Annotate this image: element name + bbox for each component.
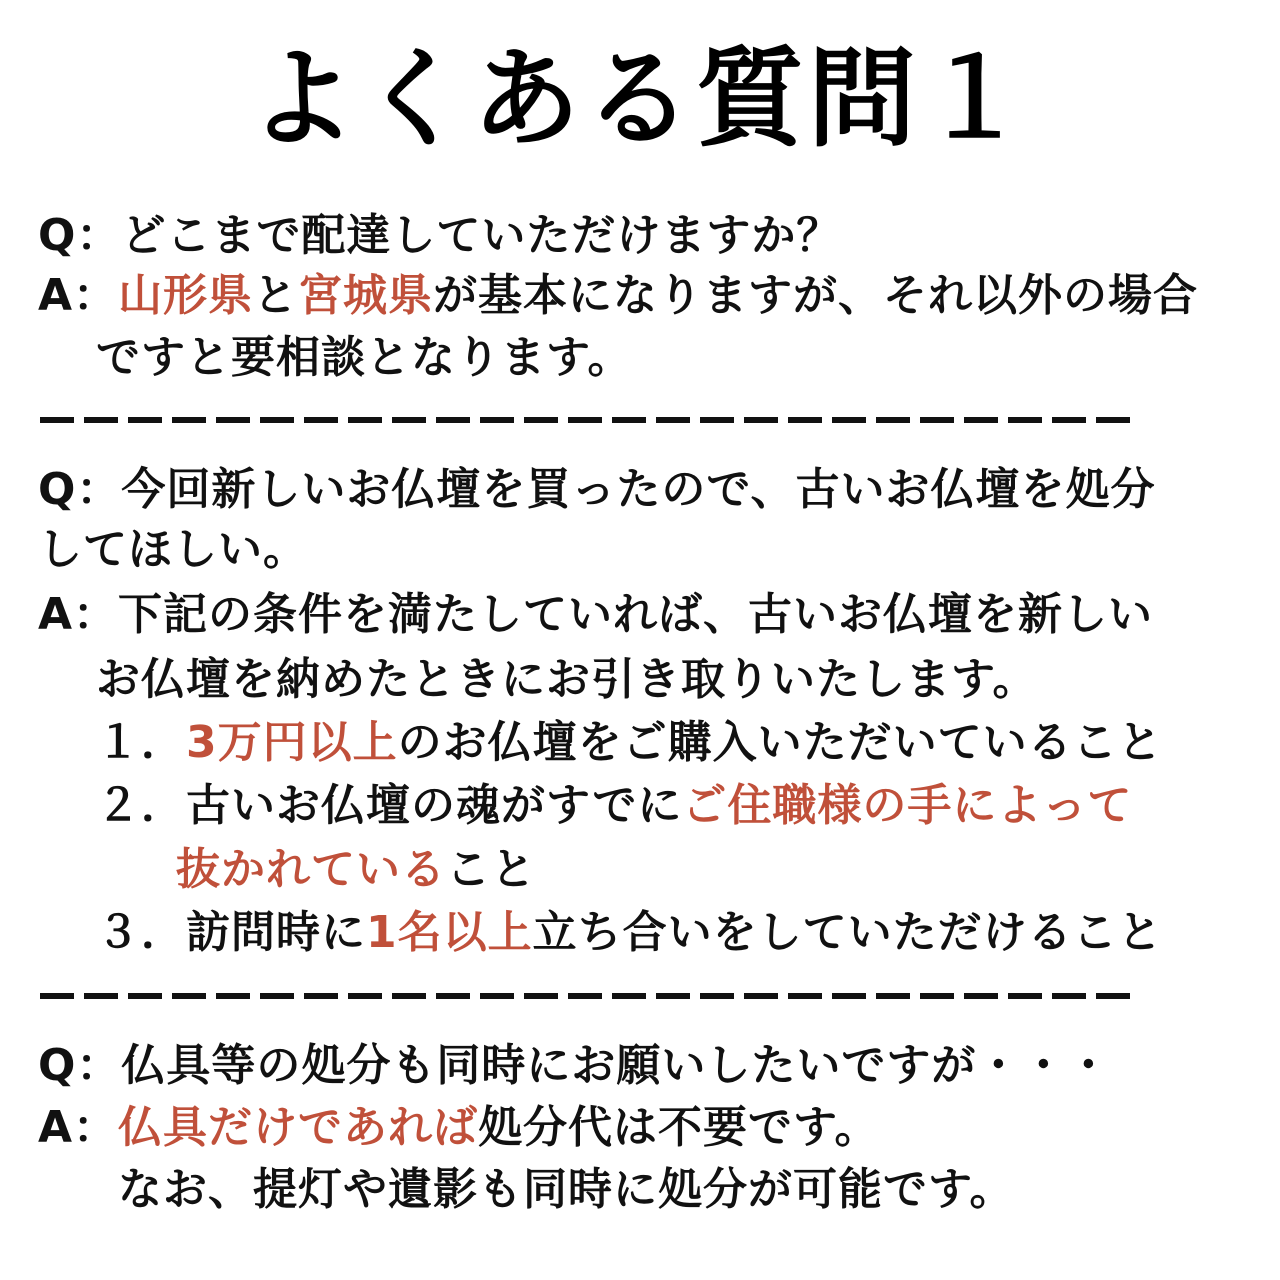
highlight-priest: ご住職様の手によって (682, 780, 1133, 831)
condition-number: １． (96, 717, 186, 768)
faq2-question-line2: してほしい。 (38, 524, 308, 575)
faq3-question: Q：仏具等の処分も同時にお願いしたいですが・・・ (38, 1040, 1112, 1091)
answer-prefix: A： (38, 270, 119, 321)
faq2-question-line1: Q：今回新しいお仏壇を買ったので、古いお仏壇を処分 (38, 464, 1156, 515)
condition-3 (96, 903, 1163, 963)
condition-number: ３． (96, 907, 186, 958)
faq3-answer-line1 (38, 1098, 880, 1158)
condition-text: こと (446, 844, 536, 895)
section-divider (40, 417, 1140, 423)
condition-1 (96, 713, 1163, 773)
condition-text: 訪問時に (186, 907, 366, 958)
section-divider (40, 993, 1140, 999)
highlight-miyagi: 宮城県 (298, 270, 434, 321)
highlight-attendee: 1名以上 (366, 907, 533, 958)
answer-prefix: A： (38, 1102, 119, 1153)
condition-2-line2 (176, 840, 536, 900)
highlight-price: 3万円以上 (186, 717, 398, 768)
page-title: よくある質問１ (247, 37, 1032, 162)
faq1-answer-line1 (38, 266, 1198, 326)
faq1-answer-line2: ですと要相談となります。 (96, 332, 633, 383)
condition-number: ２． (96, 780, 186, 831)
highlight-butsugu: 仏具だけであれば (118, 1102, 479, 1153)
answer-text: と (253, 270, 299, 321)
answer-text: が基本になりますが、それ以外の場合 (433, 270, 1199, 321)
answer-text: 処分代は不要です。 (478, 1102, 880, 1153)
condition-text: 立ち合いをしていただけること (532, 907, 1163, 958)
condition-text: のお仏壇をご購入いただいていること (397, 717, 1163, 768)
highlight-removed: 抜かれている (176, 844, 446, 895)
condition-text: 古いお仏壇の魂がすでに (186, 780, 683, 831)
faq1-question: Q：どこまで配達していただけますか？ (38, 210, 842, 261)
condition-2 (96, 776, 1132, 836)
highlight-yamagata: 山形県 (118, 270, 254, 321)
faq2-answer-line1: A：下記の条件を満たしていれば、古いお仏壇を新しい (38, 589, 1154, 640)
faq2-answer-line2: お仏壇を納めたときにお引き取りいたします。 (96, 654, 1038, 705)
faq3-answer-line2: なお、提灯や遺影も同時に処分が可能です。 (118, 1164, 1015, 1215)
